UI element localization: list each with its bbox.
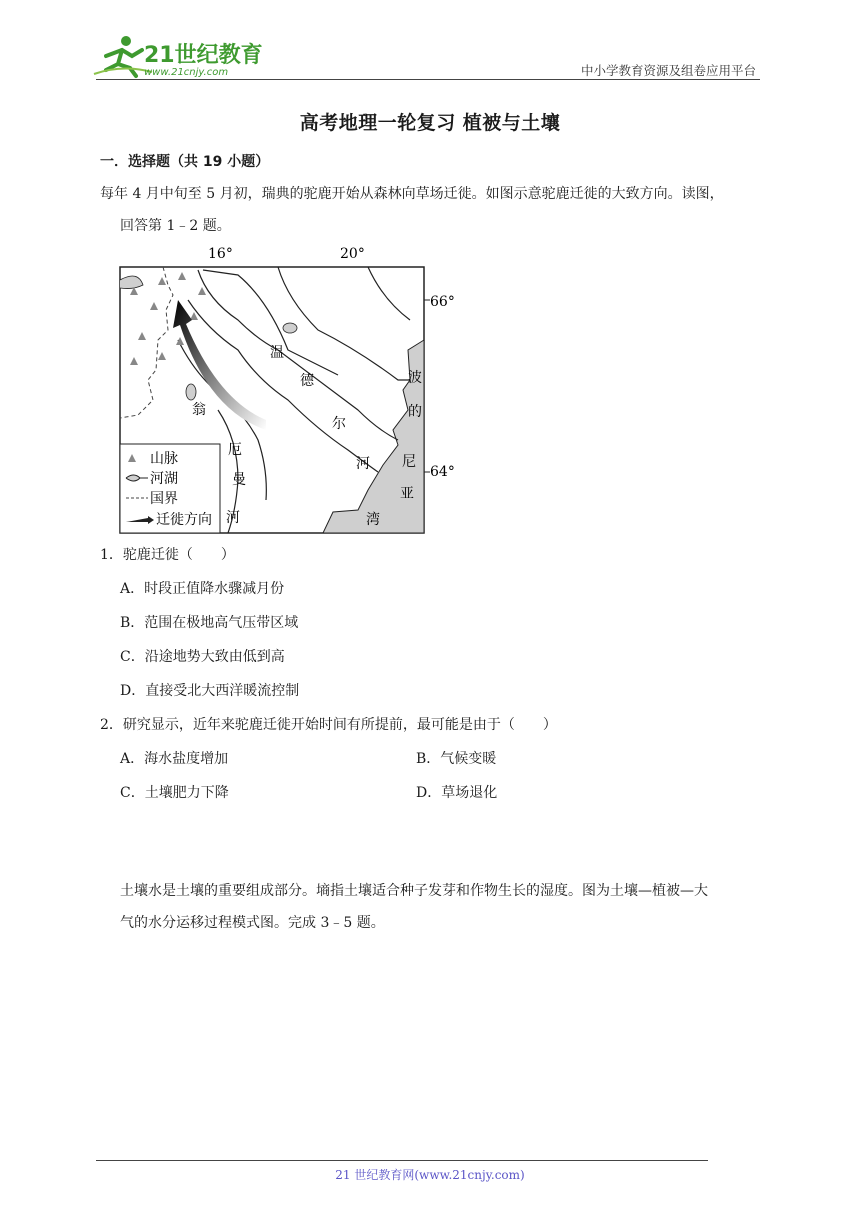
legend-migration: 迁徙方向 — [156, 512, 212, 528]
lake — [283, 323, 297, 333]
river-label-char: 尔 — [332, 416, 346, 432]
intro2-line2: 气的水分运移过程模式图。完成 3﹣5 题。 — [120, 915, 385, 931]
footer-divider — [96, 1160, 708, 1161]
lon-label-16: 16° — [208, 246, 233, 262]
gulf-label-char: 尼 — [402, 454, 416, 470]
intro2-line1: 土壤水是土壤的重要组成部分。墒指土壤适合种子发芽和作物生长的湿度。图为土壤—植被—大 — [120, 883, 708, 899]
section-heading: 一．选择题（共 19 小题） — [100, 154, 270, 170]
legend-river: 河湖 — [150, 471, 178, 487]
reindeer-migration-map — [118, 240, 468, 536]
river-label-char: 河 — [356, 456, 370, 472]
legend-mountain: 山脉 — [150, 451, 178, 467]
river2-label-char: 翁 — [192, 402, 206, 418]
gulf-label-char: 亚 — [400, 486, 414, 502]
river-label-char: 温 — [270, 345, 284, 361]
gulf-label-char: 湾 — [366, 512, 380, 528]
river-label-char: 德 — [300, 373, 314, 389]
q2-option-d: D．草场退化 — [416, 785, 498, 801]
q1-option-b: B．范围在极地高气压带区域 — [120, 615, 299, 631]
question-2-stem: 2．研究显示，近年来驼鹿迁徙开始时间有所提前，最可能是由于（ ） — [100, 717, 557, 733]
intro1-line1: 每年 4 月中旬至 5 月初，瑞典的驼鹿开始从森林向草场迁徙。如图示意驼鹿迁徙的大致方向。读图， — [100, 186, 724, 202]
lat-label-66: 66° — [430, 294, 455, 310]
intro1-line2: 回答第 1﹣2 题。 — [120, 218, 231, 234]
q1-option-d: D．直接受北大西洋暖流控制 — [120, 683, 300, 699]
q2-option-b: B．气候变暖 — [416, 751, 497, 767]
gulf-label-char: 的 — [408, 404, 422, 420]
q1-option-c: C．沿途地势大致由低到高 — [120, 649, 285, 665]
gulf-label-char: 波 — [408, 370, 422, 386]
legend-border: 国界 — [150, 491, 178, 507]
river2-label-char: 曼 — [232, 472, 246, 488]
river2-label-char: 厄 — [228, 442, 242, 458]
lake — [186, 384, 196, 400]
lon-label-20: 20° — [340, 246, 365, 262]
logo-sub-text: www.21cnjy.com — [144, 67, 229, 78]
footer-text: 21 世纪教育网(www.21cnjy.com) — [335, 1168, 525, 1182]
page-title: 高考地理一轮复习 植被与土壤 — [299, 112, 561, 134]
q2-option-a: A．海水盐度增加 — [120, 751, 229, 767]
header-divider — [96, 79, 760, 80]
lat-label-64: 64° — [430, 464, 455, 480]
site-logo — [92, 34, 262, 80]
question-1-stem: 1．驼鹿迁徙（ ） — [100, 547, 235, 563]
runner-logo-icon — [92, 34, 262, 80]
header-platform-text: 中小学教育资源及组卷应用平台 — [580, 63, 756, 78]
q1-option-a: A．时段正值降水骤减月份 — [120, 581, 285, 597]
logo-main-text: 21世纪教育 — [144, 43, 262, 68]
river2-label-char: 河 — [226, 510, 240, 526]
q2-option-c: C．土壤肥力下降 — [120, 785, 229, 801]
